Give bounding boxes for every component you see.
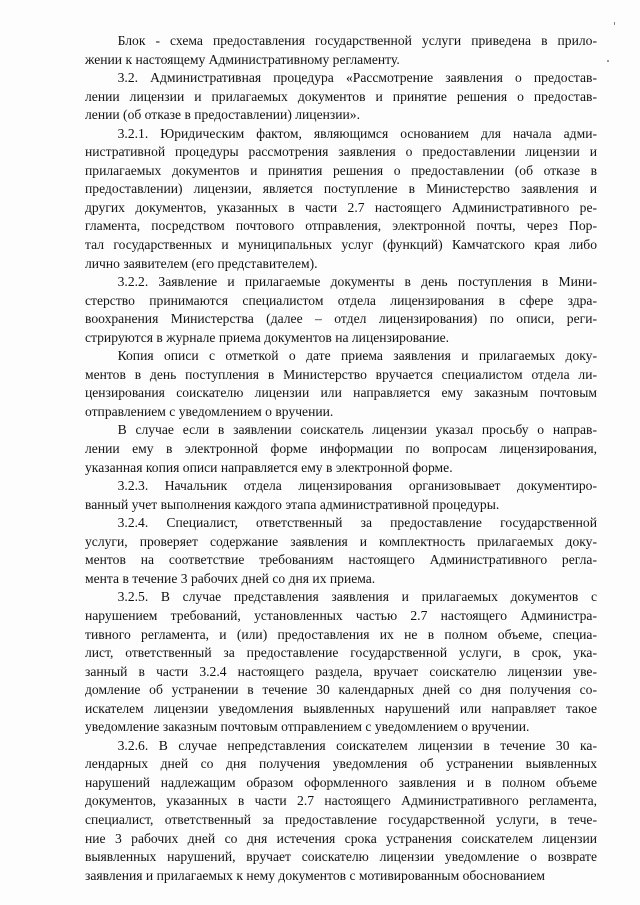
paragraph-3-2-5 <box>85 588 597 736</box>
text-line: искателем лицензии уведомления выявленных нарушений или направляет такое <box>85 700 597 716</box>
text-line: Копия описи с отметкой о дате приема заявления и прилагаемых доку- <box>117 348 597 364</box>
text-line: ментов на соответствие требованиям настоящего Административного регла- <box>85 552 597 568</box>
text-line: прилагаемых документов и принятия решения о предоставлении (об отказе в <box>85 162 597 178</box>
text-line: гламента, посредством почтового отправления, электронной почты, через Пор- <box>85 218 597 234</box>
text-line: специалист, ответственный за предоставление государственной услуги, в тече- <box>85 811 597 827</box>
scan-speck <box>614 22 615 25</box>
text-line: 3.2.1. Юридическим фактом, являющимся основанием для начала адми- <box>117 125 597 141</box>
text-line: жении к настоящему Административному регламенту. <box>85 51 400 67</box>
text-line: заявления и прилагаемых к нему документов с мотивированным обоснованием <box>85 867 545 883</box>
text-line: В случае если в заявлении соискатель лицензии указал просьбу о направ- <box>117 422 597 438</box>
text-line: занный в части 3.2.4 настоящего раздела, вручает соискателю лицензии уве- <box>85 663 597 679</box>
text-line: лении лицензии и прилагаемых документов и принятие решения о предостав- <box>85 88 597 104</box>
text-line: других документов, указанных в части 2.7 настоящего Административного ре- <box>85 199 597 215</box>
text-line: выявленных нарушений, вручает соискателю лицензии уведомление о возврате <box>85 849 597 865</box>
text-line: предоставлении) лицензии, является поступление в Министерство заявления и <box>85 181 597 197</box>
text-line: документов, указанных в части 2.7 настоящего Административного регламента, <box>85 793 597 809</box>
paragraph-3-2-4 <box>85 514 597 588</box>
text-line: Блок - схема предоставления государственной услуги приведена в прило- <box>117 33 597 48</box>
text-line: ментов в день поступления в Министерство вручается специалистом отдела ли- <box>85 366 597 382</box>
text-line: нарушений надлежащим образом оформленного заявления и в полном объеме <box>85 774 597 790</box>
text-line: нарушением требований, установленных частью 2.7 настоящего Администра- <box>85 607 597 623</box>
paragraph-electronic <box>85 421 597 477</box>
text-line: 3.2.5. В случае представления заявления и прилагаемых документов с <box>117 589 597 605</box>
paragraph-3-2-6 <box>85 737 597 885</box>
text-line: лист, ответственный за предоставление государственной услуги, в срок, ука- <box>85 645 597 661</box>
paragraph-3-2-1 <box>85 125 597 273</box>
text-line: 3.2.4. Специалист, ответственный за предоставление государственной <box>117 515 597 531</box>
paragraph-3-2 <box>85 69 597 125</box>
text-line: 3.2.6. В случае непредставления соискателем лицензии в течение 30 ка- <box>117 737 597 753</box>
text-line: стрируются в журнале приема документов на лицензирование. <box>85 329 450 345</box>
text-line: домление об устранении в течение 30 календарных дней со дня получения со- <box>85 682 597 698</box>
scan-speck <box>607 60 609 62</box>
text-line: ванный учет выполнения каждого этапа административной процедуры. <box>85 496 500 512</box>
text-line: стерство принимаются специалистом отдела лицензирования в сфере здра- <box>85 292 597 308</box>
text-line: тал государственных и муниципальных услуг (функций) Камчатского края либо <box>85 237 597 253</box>
text-line: лично заявителем (его представителем). <box>85 255 318 271</box>
text-line: ние 3 рабочих дней со дня истечения срока устранения соискателем лицензии <box>85 830 597 846</box>
text-line: указанная копия описи направляется ему в электронной форме. <box>85 459 453 475</box>
text-line: цензирования соискателю лицензии или направляется ему заказным почтовым <box>85 385 597 401</box>
paragraph-3-2-2 <box>85 273 597 347</box>
text-line: 3.2. Административная процедура «Рассмотрение заявления о предостав- <box>117 70 597 86</box>
text-line: лендарных дней со дня получения уведомления об устранении выявленных <box>85 756 597 772</box>
text-line: отправлением с уведомлением о вручении. <box>85 403 334 419</box>
text-line: мента в течение 3 рабочих дней со дня их приема. <box>85 570 376 586</box>
paragraph-3-2-3 <box>85 477 597 514</box>
text-line: воохранения Министерства (далее – отдел лицензирования) по описи, реги- <box>85 311 597 327</box>
text-line: лении (об отказе в предоставлении) лицензии». <box>85 107 361 123</box>
text-line: тивного регламента, и (или) предоставления их не в полном объеме, специа- <box>85 626 597 642</box>
text-line: услуги, проверяет содержание заявления и комплектность прилагаемых доку- <box>85 533 597 549</box>
paragraph-copy <box>85 347 597 421</box>
text-line: уведомление заказным почтовым отправлением с уведомлением о вручении. <box>85 719 530 735</box>
document-body <box>85 32 597 885</box>
text-line: нистративной процедуры рассмотрения заявления о предоставлении лицензии и <box>85 144 597 160</box>
text-line: 3.2.2. Заявление и прилагаемые документы в день поступления в Мини- <box>117 274 597 290</box>
text-line: 3.2.3. Начальник отдела лицензирования организовывает документиро- <box>117 478 597 494</box>
text-line: лении ему в электронной форме информации по вопросам лицензирования, <box>85 441 597 457</box>
paragraph-intro <box>85 32 597 69</box>
